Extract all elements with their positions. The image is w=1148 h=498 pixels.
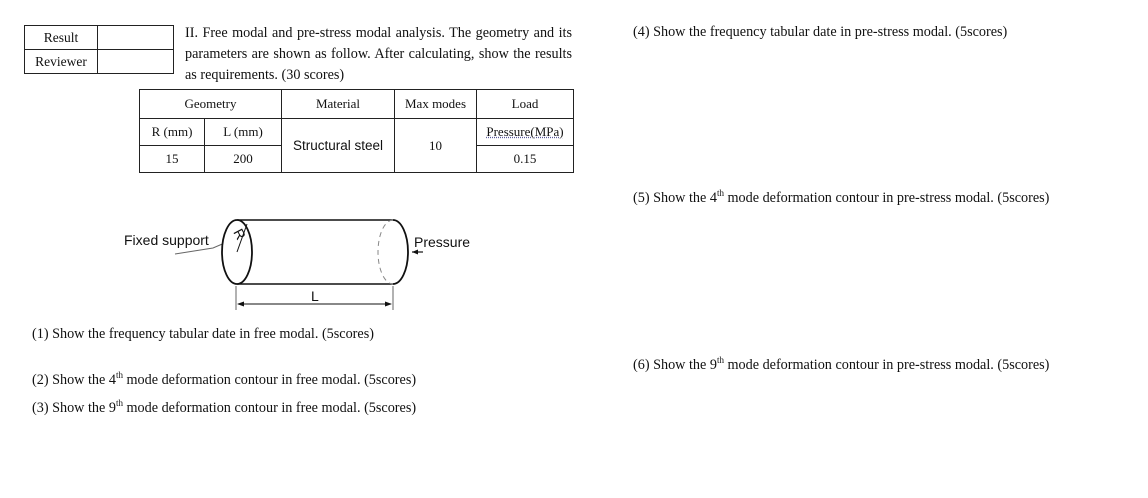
radius-header: R (mm)	[140, 119, 205, 146]
material-header: Material	[282, 90, 395, 119]
question-1: (1) Show the frequency tabular date in free modal. (5scores)	[32, 326, 374, 342]
result-field[interactable]	[98, 26, 174, 50]
reviewer-field[interactable]	[98, 50, 174, 74]
pressure-label: Pressure	[414, 234, 471, 250]
geometry-header: Geometry	[140, 90, 282, 119]
length-label: L	[311, 288, 319, 304]
dimension-arrow-right	[385, 302, 392, 307]
problem-statement: II. Free modal and pre-stress modal analysis. The geometry and its parameters are shown as follow. After calculating, show the results as requirements. (30 scores)	[185, 25, 572, 83]
cylinder-hidden-edge	[378, 220, 393, 284]
radius-label: R	[230, 225, 250, 243]
material-value: Structural steel	[282, 119, 395, 173]
pressure-value: 0.15	[477, 146, 574, 173]
pressure-arrowhead	[412, 250, 418, 255]
length-value: 200	[205, 146, 282, 173]
parameters-table	[139, 89, 574, 173]
dimension-arrow-left	[237, 302, 244, 307]
cylinder-diagram	[115, 212, 495, 312]
max-modes-header: Max modes	[395, 90, 477, 119]
question-3: (3) Show the 9th mode deformation contour in free modal. (5scores)	[32, 398, 417, 416]
radius-value: 15	[140, 146, 205, 173]
question-4: (4) Show the frequency tabular date in pre-stress modal. (5scores)	[633, 24, 1008, 40]
question-5: (5) Show the 4th mode deformation contour in pre-stress modal. (5scores)	[633, 188, 1050, 206]
reviewer-label: Reviewer	[25, 50, 98, 74]
fixed-support-label: Fixed support	[124, 232, 209, 248]
length-header: L (mm)	[205, 119, 282, 146]
max-modes-value: 10	[395, 119, 477, 173]
result-label: Result	[25, 26, 98, 50]
pressure-header: Pressure(MPa)	[486, 124, 564, 139]
cylinder-right-face	[393, 220, 408, 284]
question-2: (2) Show the 4th mode deformation contour in free modal. (5scores)	[32, 370, 417, 388]
load-header: Load	[477, 90, 574, 119]
question-6: (6) Show the 9th mode deformation contour in pre-stress modal. (5scores)	[633, 355, 1050, 373]
grading-table	[24, 25, 174, 74]
